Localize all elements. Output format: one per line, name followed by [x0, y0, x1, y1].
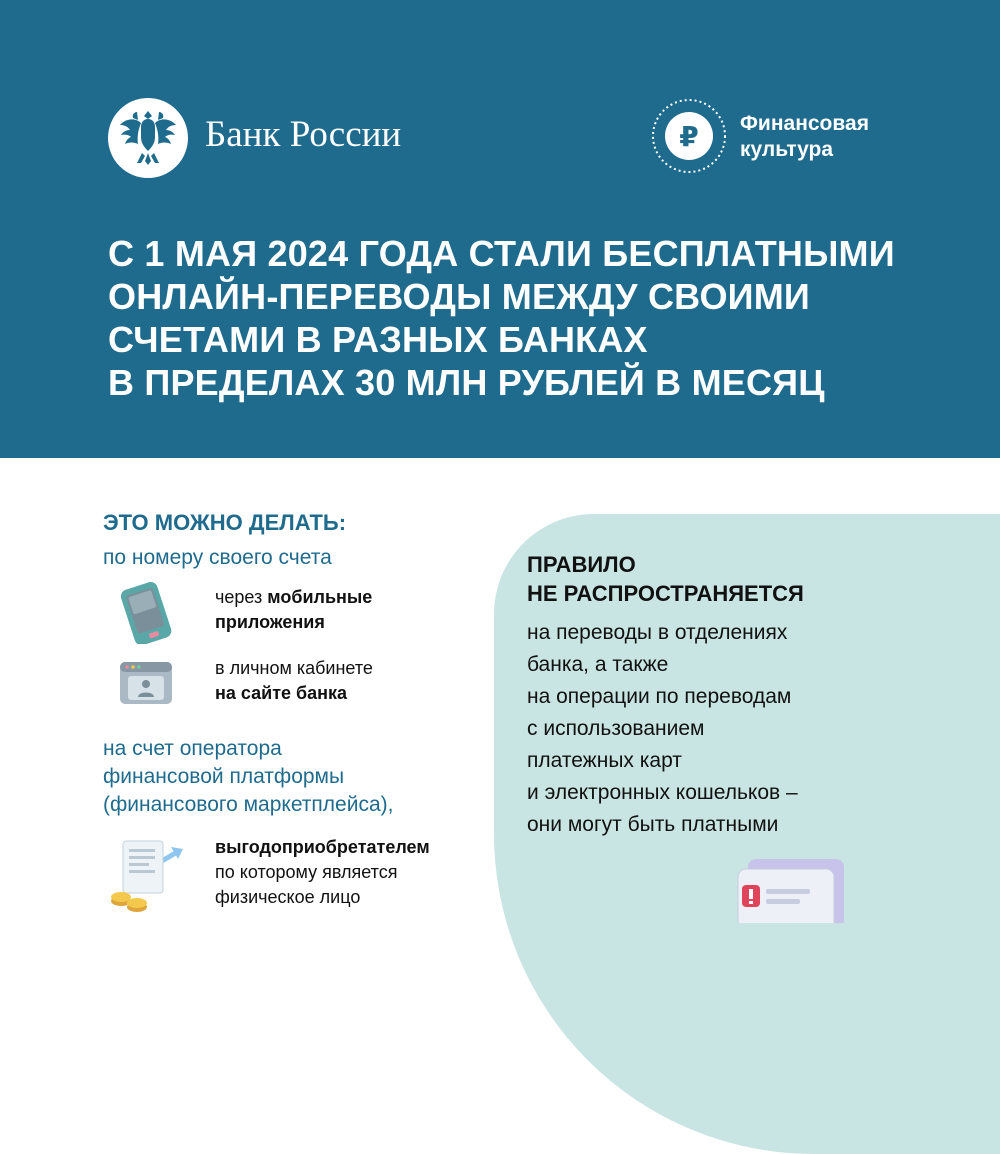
- mobile-phone-icon: [113, 582, 183, 644]
- beneficiary-bold: выгодоприобретателем: [215, 837, 430, 857]
- cabinet-text: [215, 656, 373, 706]
- fin-culture-line1: Финансовая: [740, 112, 869, 135]
- rule-title: [527, 550, 804, 608]
- rule-text-line: банка, а также: [527, 653, 669, 676]
- rule-text: [527, 617, 798, 841]
- operator-line: финансовой платформы: [103, 765, 345, 788]
- headline-line: В ПРЕДЕЛАХ 30 МЛН РУБЛЕЙ В МЕСЯЦ: [108, 362, 825, 403]
- operator-line: на счет оператора: [103, 737, 282, 760]
- rule-text-line: на переводы в отделениях: [527, 621, 788, 644]
- headline-line: С 1 МАЯ 2024 ГОДА СТАЛИ БЕСПЛАТНЫМИ: [108, 233, 895, 274]
- header-banner: [0, 0, 1000, 458]
- operator-line: (финансового маркетплейса),: [103, 793, 394, 816]
- headline-line: ОНЛАЙН-ПЕРЕВОДЫ МЕЖДУ СВОИМИ: [108, 276, 811, 317]
- section-title: ЭТО МОЖНО ДЕЛАТЬ:: [103, 510, 347, 535]
- beneficiary-text: [215, 835, 430, 910]
- double-headed-eagle-icon: [107, 97, 189, 179]
- rule-text-line: и электронных кошельков –: [527, 781, 798, 804]
- beneficiary-line3: физическое лицо: [215, 887, 361, 907]
- mobile-bold-1: мобильные: [267, 587, 373, 607]
- mobile-app-text: [215, 585, 372, 635]
- cabinet-line1: в личном кабинете: [215, 658, 373, 678]
- warning-document-icon: [728, 857, 848, 923]
- rule-text-line: они могут быть платными: [527, 813, 779, 836]
- bank-name: Банк России: [205, 114, 402, 155]
- cabinet-bold: на сайте банка: [215, 683, 348, 703]
- mobile-pre: через: [215, 587, 268, 607]
- mobile-bold-2: приложения: [215, 612, 325, 632]
- beneficiary-line2: по которому является: [215, 862, 398, 882]
- rule-text-line: на операции по переводам: [527, 685, 792, 708]
- ruble-clock-icon: [650, 97, 728, 175]
- document-coins-icon: [105, 835, 187, 915]
- headline: [108, 232, 988, 404]
- headline-line: СЧЕТАМИ В РАЗНЫХ БАНКАХ: [108, 319, 648, 360]
- browser-user-icon: [118, 660, 174, 706]
- rule-text-line: платежных карт: [527, 749, 682, 772]
- operator-label: [103, 735, 393, 819]
- ruble-symbol: ₽: [679, 120, 699, 153]
- rule-title-line: ПРАВИЛО: [527, 552, 636, 577]
- rule-text-line: с использованием: [527, 717, 705, 740]
- by-account-label: по номеру своего счета: [103, 546, 332, 569]
- fin-culture-line2: культура: [740, 138, 834, 161]
- fin-culture-name: [740, 111, 869, 163]
- rule-title-line: НЕ РАСПРОСТРАНЯЕТСЯ: [527, 581, 804, 606]
